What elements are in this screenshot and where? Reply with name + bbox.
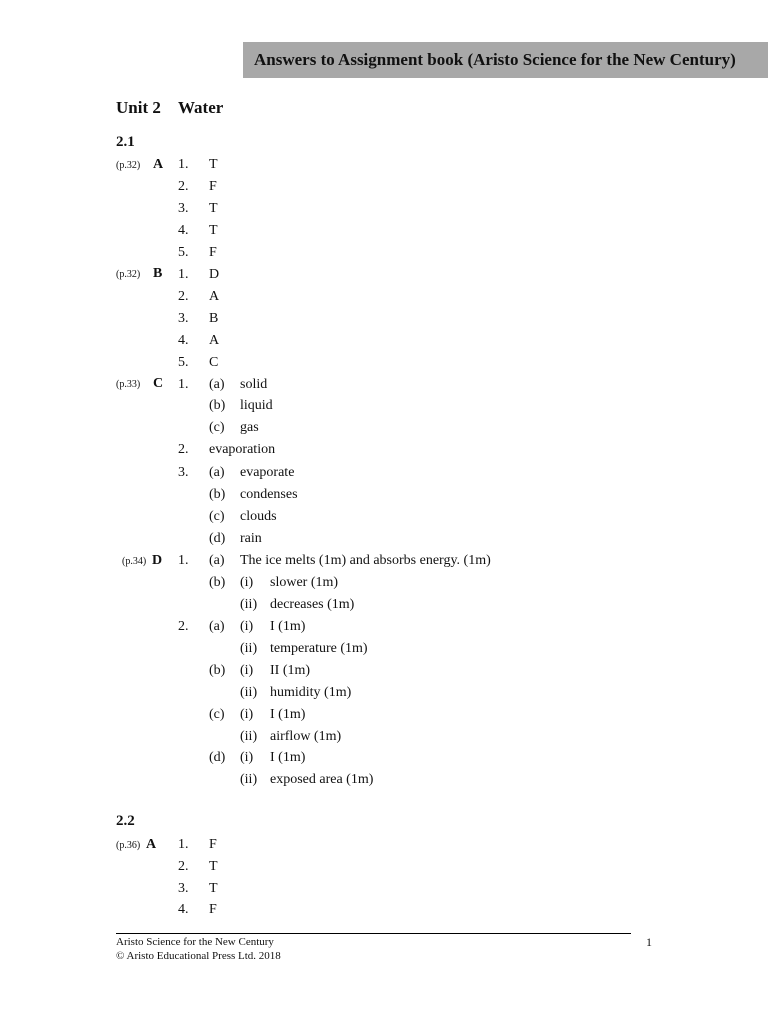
page-number: 1 <box>646 935 652 949</box>
answer: gas <box>240 420 259 435</box>
unit-title: Water <box>178 98 224 117</box>
question-number: 2. <box>178 619 189 634</box>
question-number: 5. <box>178 245 189 260</box>
sub-label: (b) <box>209 487 226 502</box>
answer: evaporation <box>209 442 276 457</box>
answer: F <box>209 837 217 852</box>
header-bar <box>243 42 768 78</box>
part-letter: C <box>153 376 164 391</box>
answer: The ice melts (1m) and absorbs energy. (1m) <box>240 553 491 568</box>
answer: F <box>209 902 217 917</box>
page-ref: (p.33) <box>116 379 141 390</box>
answer: I (1m) <box>270 619 306 634</box>
roman-label: (i) <box>240 575 254 590</box>
sub-label: (d) <box>209 750 226 765</box>
part-letter: A <box>153 157 164 172</box>
part-letter: D <box>152 553 163 568</box>
answer: solid <box>240 377 268 392</box>
roman-label: (i) <box>240 750 254 765</box>
question-number: 2. <box>178 289 189 304</box>
answer: T <box>209 881 218 896</box>
question-number: 4. <box>178 902 189 917</box>
page-ref: (p.34) <box>122 556 147 567</box>
answer: decreases (1m) <box>270 597 355 612</box>
sub-label: (c) <box>209 509 225 524</box>
question-number: 3. <box>178 311 189 326</box>
sub-label: (c) <box>209 420 225 435</box>
answer: T <box>209 157 218 172</box>
question-number: 4. <box>178 333 189 348</box>
page-ref: (p.32) <box>116 269 141 280</box>
roman-label: (ii) <box>240 772 258 787</box>
roman-label: (ii) <box>240 729 258 744</box>
sub-label: (a) <box>209 619 225 634</box>
question-number: 3. <box>178 201 189 216</box>
question-number: 1. <box>178 553 189 568</box>
sub-label: (b) <box>209 663 226 678</box>
unit-label: Unit 2 <box>116 98 161 117</box>
answer: slower (1m) <box>270 575 339 590</box>
answer: A <box>209 333 220 348</box>
question-number: 2. <box>178 179 189 194</box>
roman-label: (i) <box>240 619 254 634</box>
answer: temperature (1m) <box>270 641 368 656</box>
question-number: 1. <box>178 377 189 392</box>
roman-label: (ii) <box>240 597 258 612</box>
section-heading-2-1: 2.1 <box>116 134 135 150</box>
sub-label: (a) <box>209 377 225 392</box>
page-ref: (p.36) <box>116 840 141 851</box>
footer-book-title: Aristo Science for the New Century <box>116 936 274 948</box>
header-title: Answers to Assignment book (Aristo Science for the New Century) <box>254 50 736 69</box>
question-number: 5. <box>178 355 189 370</box>
answer: exposed area (1m) <box>270 772 374 787</box>
question-number: 1. <box>178 837 189 852</box>
answer: T <box>209 223 218 238</box>
answer: humidity (1m) <box>270 685 352 700</box>
answer: condenses <box>240 487 298 502</box>
sub-label: (a) <box>209 465 225 480</box>
footer-copyright: © Aristo Educational Press Ltd. 2018 <box>116 950 281 962</box>
question-number: 1. <box>178 157 189 172</box>
question-number: 1. <box>178 267 189 282</box>
sub-label: (c) <box>209 707 225 722</box>
answer: airflow (1m) <box>270 729 342 744</box>
question-number: 2. <box>178 859 189 874</box>
sub-label: (b) <box>209 398 226 413</box>
answer: II (1m) <box>270 663 311 678</box>
footer-divider <box>116 933 631 934</box>
answer: evaporate <box>240 465 295 480</box>
answer: clouds <box>240 509 277 524</box>
section-heading-2-2: 2.2 <box>116 813 135 829</box>
answer: C <box>209 355 219 370</box>
roman-label: (i) <box>240 707 254 722</box>
question-number: 3. <box>178 881 189 896</box>
answer: rain <box>240 531 262 546</box>
answer: A <box>209 289 220 304</box>
answer: I (1m) <box>270 707 306 722</box>
answer: F <box>209 245 217 260</box>
part-letter: A <box>146 837 157 852</box>
question-number: 2. <box>178 442 189 457</box>
sub-label: (b) <box>209 575 226 590</box>
answer: I (1m) <box>270 750 306 765</box>
answer: B <box>209 311 219 326</box>
answer: D <box>209 267 220 282</box>
sub-label: (a) <box>209 553 225 568</box>
answer: T <box>209 859 218 874</box>
answer: liquid <box>240 398 273 413</box>
roman-label: (i) <box>240 663 254 678</box>
part-letter: B <box>153 266 163 281</box>
unit-heading <box>116 98 224 118</box>
roman-label: (ii) <box>240 641 258 656</box>
sub-label: (d) <box>209 531 226 546</box>
roman-label: (ii) <box>240 685 258 700</box>
answer: T <box>209 201 218 216</box>
question-number: 4. <box>178 223 189 238</box>
page-ref: (p.32) <box>116 160 141 171</box>
question-number: 3. <box>178 465 189 480</box>
answer: F <box>209 179 217 194</box>
